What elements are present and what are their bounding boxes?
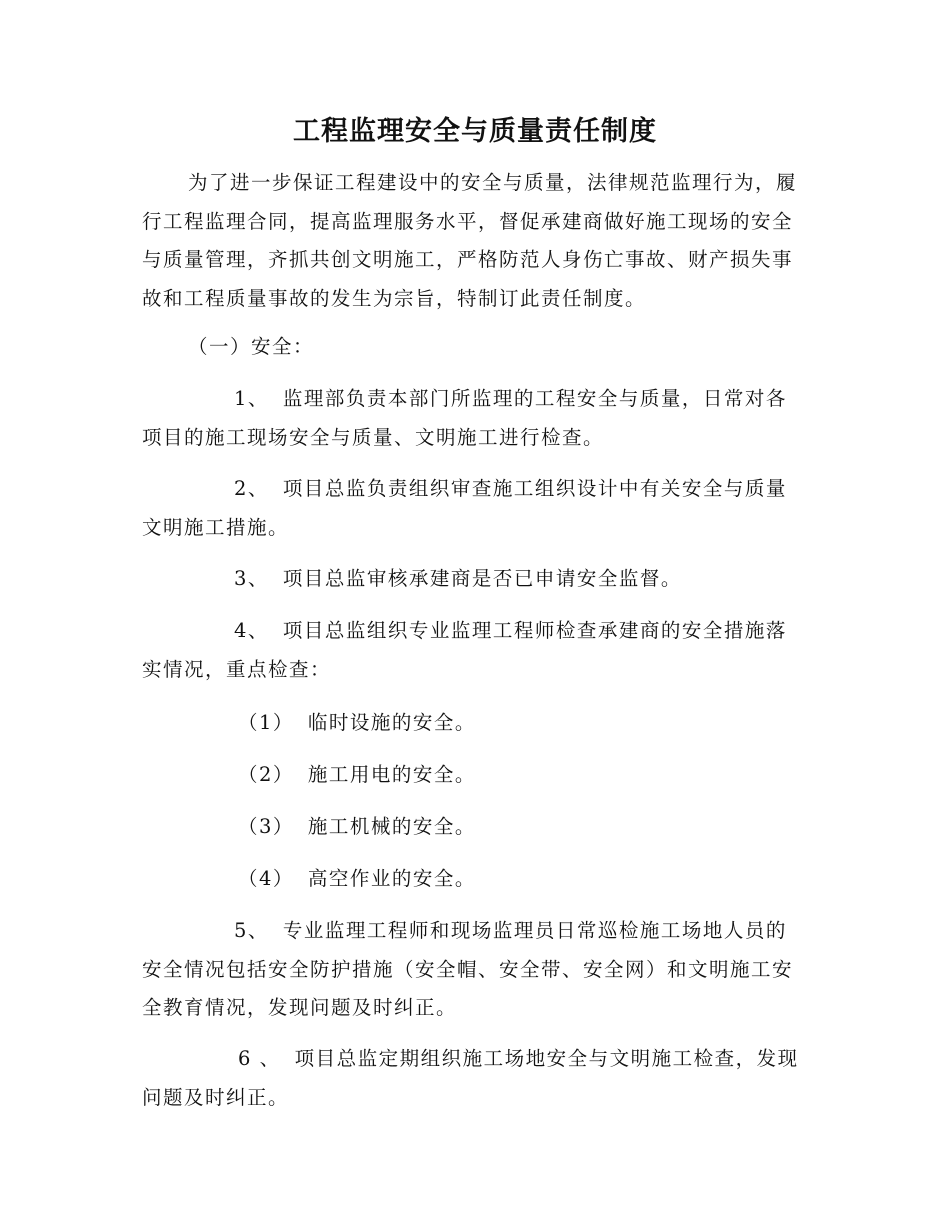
sub-item [142, 808, 807, 847]
item-text: 项目总监审核承建商是否已申请安全监督。 [282, 567, 682, 590]
intro-paragraph: 为了进一步保证工程建设中的安全与质量，法律规范监理行为，履行工程监理合同，提高监理服务水平，督促承建商做好施工现场的安全与质量管理，齐抓共创文明施工，严格防范人身伤亡事故、财产损失事故和工程质量事故的发生为宗旨，特制订此责任制度。 [142, 171, 798, 310]
item-text: 项目总监定期组织施工场地安全与文明施工检查，发现问题及时纠正。 [142, 1047, 799, 1109]
list-item [142, 612, 807, 689]
item-number: 1、 [234, 387, 269, 410]
sub-item-text: 施工用电的安全。 [307, 763, 476, 786]
item-text: 监理部负责本部门所监理的工程安全与质量，日常对各项目的施工现场安全与质量、文明施工进行检查。 [142, 387, 787, 449]
item-number: 6 、 [238, 1047, 281, 1070]
list-item [142, 1040, 807, 1117]
sub-item-number: （2） [238, 763, 294, 786]
section-heading-safety: （一）安全： [188, 335, 315, 358]
list-item [142, 470, 807, 547]
item-number: 3、 [234, 567, 269, 590]
sub-item-text: 施工机械的安全。 [307, 815, 476, 838]
document-title: 工程监理安全与质量责任制度 [293, 116, 657, 147]
list-item [142, 560, 807, 599]
sub-item [142, 860, 807, 899]
item-text: 项目总监组织专业监理工程师检查承建商的安全措施落实情况，重点检查： [142, 619, 787, 681]
item-number: 5、 [234, 919, 269, 942]
list-item [142, 912, 807, 1028]
list-item [142, 380, 807, 457]
sub-item-number: （4） [238, 867, 294, 890]
item-number: 4、 [234, 619, 269, 642]
sub-item-number: （1） [238, 711, 294, 734]
sub-item [142, 756, 807, 795]
sub-item-text: 临时设施的安全。 [307, 711, 476, 734]
sub-item-text: 高空作业的安全。 [307, 867, 476, 890]
sub-item [142, 704, 807, 743]
item-number: 2、 [234, 477, 269, 500]
item-text: 项目总监负责组织审查施工组织设计中有关安全与质量文明施工措施。 [142, 477, 787, 539]
sub-item-number: （3） [238, 815, 294, 838]
item-text: 专业监理工程师和现场监理员日常巡检施工场地人员的安全情况包括安全防护措施（安全帽、安全带、安全网）和文明施工安全教育情况，发现问题及时纠正。 [142, 919, 794, 1019]
